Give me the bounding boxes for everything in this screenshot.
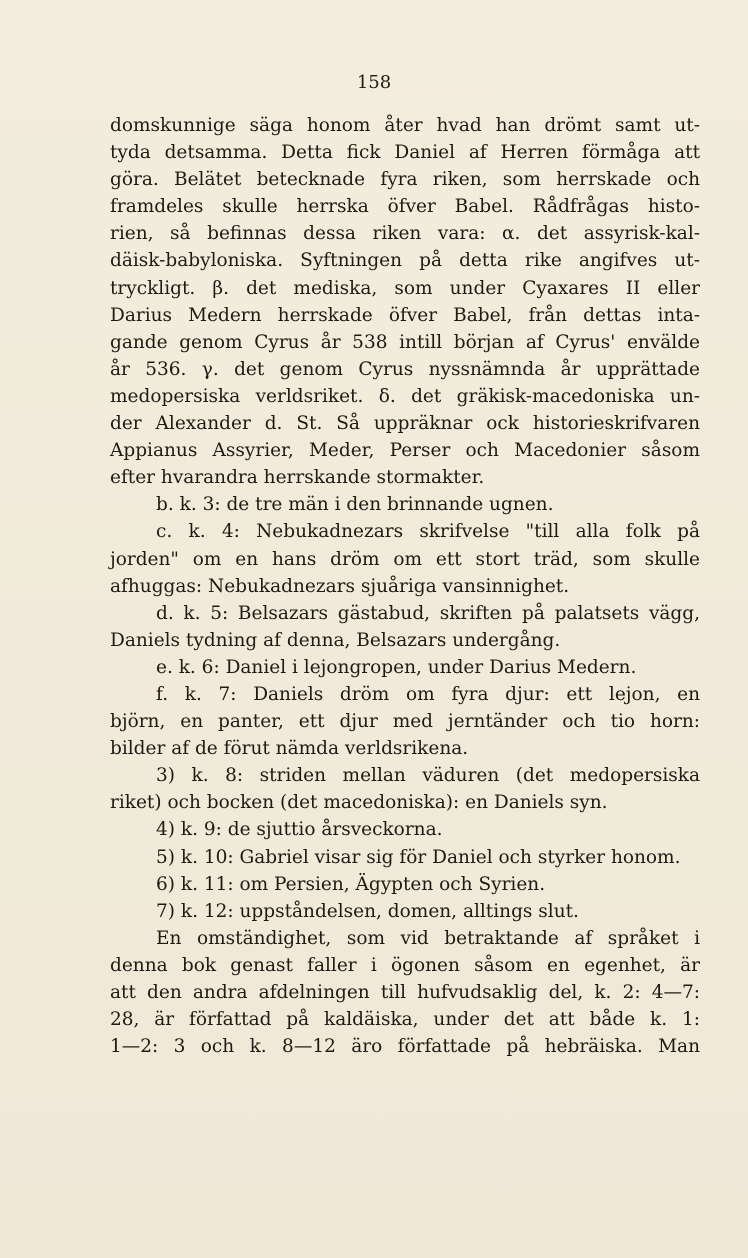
list-item: e. k. 6: Daniel i lejongropen, under Darius Medern. bbox=[156, 656, 637, 678]
list-item: d. k. 5: Belsazars gästabud, skriften på palatsets vägg, bbox=[156, 602, 700, 624]
list-item: 4) k. 9: de sjuttio årsveckorna. bbox=[156, 819, 443, 841]
text-line: domskunnige säga honom åter hvad han drömt samt ut- bbox=[110, 115, 700, 136]
list-item: b. k. 3: de tre män i den brinnande ugnen. bbox=[156, 494, 554, 516]
text-line: tryckligt. β. det mediska, som under Cyaxares II eller bbox=[110, 277, 700, 299]
list-item: 3) k. 8: striden mellan väduren (det medopersiska bbox=[156, 765, 700, 787]
text-line: göra. Belätet betecknade fyra riken, som herrskade och bbox=[110, 169, 700, 191]
text-line: tyda detsamma. Detta fick Daniel af Herren förmåga att bbox=[110, 142, 700, 164]
text-line: medopersiska verldsriket. δ. det gräkisk-macedoniska un- bbox=[110, 385, 700, 407]
text-line: efter hvarandra herrskande stormakter. bbox=[110, 467, 485, 489]
text-line: Appianus Assyrier, Meder, Perser och Macedonier såsom bbox=[110, 440, 700, 462]
text-line: der Alexander d. St. Så uppräknar ock historieskrifvaren bbox=[110, 413, 700, 435]
text-line: björn, en panter, ett djur med jerntänder och tio horn: bbox=[110, 711, 700, 733]
text-line: Daniels tydning af denna, Belsazars undergång. bbox=[110, 629, 561, 651]
list-item: 5) k. 10: Gabriel visar sig för Daniel och styrker honom. bbox=[156, 846, 681, 868]
paragraph-start: En omständighet, som vid betraktande af språket i bbox=[156, 927, 700, 949]
text-line: bilder af de förut nämda verldsrikena. bbox=[110, 738, 469, 760]
text-line: Darius Medern herrskade öfver Babel, från dettas inta- bbox=[110, 304, 700, 326]
text-line: riket) och bocken (det macedoniska): en Daniels syn. bbox=[110, 792, 608, 814]
text-line: att den andra afdelningen till hufvudsaklig del, k. 2: 4—7: bbox=[110, 982, 700, 1003]
list-item: c. k. 4: Nebukadnezars skrifvelse "till alla folk på bbox=[156, 521, 700, 543]
text-line: rien, så befinnas dessa riken vara: α. det assyrisk-kal- bbox=[110, 223, 700, 245]
text-line: denna bok genast faller i ögonen såsom en egenhet, är bbox=[110, 954, 700, 976]
text-line: 1—2: 3 och k. 8—12 äro författade på hebräiska. Man bbox=[110, 1036, 700, 1058]
text-line: jorden" om en hans dröm om ett stort träd, som skulle bbox=[110, 548, 700, 570]
text-line: år 536. γ. det genom Cyrus nyssnämnda år upprättade bbox=[110, 358, 700, 380]
list-item: 7) k. 12: uppståndelsen, domen, alltings slut. bbox=[156, 900, 579, 922]
list-item: 6) k. 11: om Persien, Ägypten och Syrien. bbox=[156, 873, 546, 895]
text-line: framdeles skulle herrska öfver Babel. Rådfrågas histo- bbox=[110, 196, 700, 218]
text-line: däisk-babyloniska. Syftningen på detta rike angifves ut- bbox=[110, 250, 700, 272]
page-number: 158 bbox=[356, 72, 392, 93]
body-text bbox=[110, 112, 700, 1060]
list-item: f. k. 7: Daniels dröm om fyra djur: ett lejon, en bbox=[156, 683, 700, 705]
text-line: afhuggas: Nebukadnezars sjuåriga vansinnighet. bbox=[110, 575, 570, 597]
text-line: gande genom Cyrus år 538 intill början af Cyrus' envälde bbox=[110, 331, 700, 353]
text-line: 28, är författad på kaldäiska, under det att både k. 1: bbox=[110, 1009, 700, 1031]
